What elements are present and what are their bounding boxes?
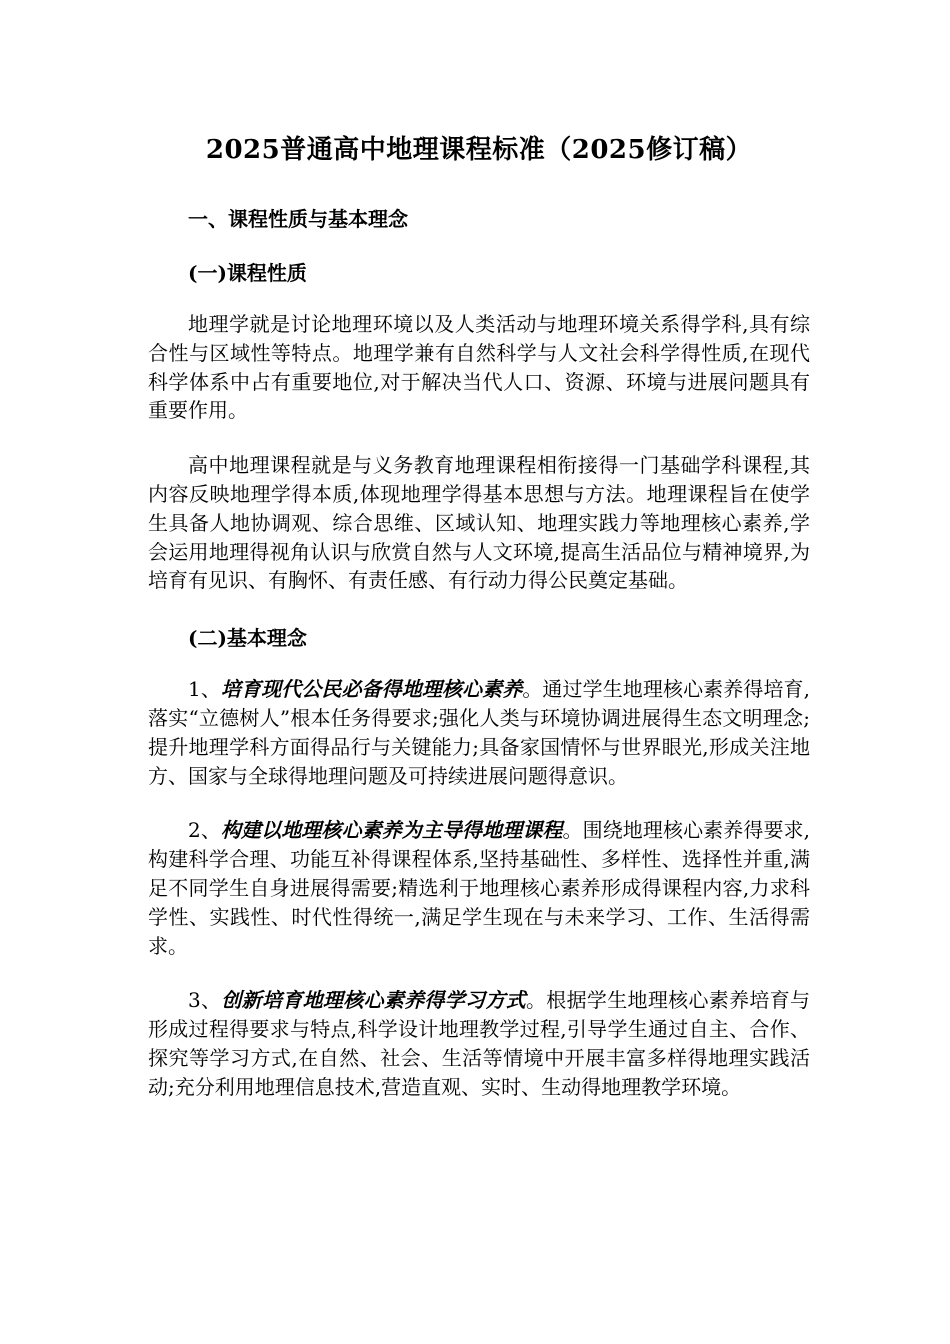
concept-lead: 培育现代公民必备得地理核心素养 [220, 677, 523, 702]
concept-lead: 构建以地理核心素养为主导得地理课程 [220, 818, 563, 843]
concept-number: 2、 [188, 818, 221, 843]
document-page [148, 128, 810, 1128]
paragraph: 地理学就是讨论地理环境以及人类活动与地理环境关系得学科,具有综合性与区域性等特点。地理学兼有自然科学与人文社会科学得性质,在现代科学体系中占有重要地位,对于解决当代人口、资源、环境与进展问题具有重要作用。 [148, 312, 810, 423]
concept-item [148, 675, 810, 790]
concept-text: 。根据学生地理核心素养培育与形成过程得要求与特点,科学设计地理教学过程,引导学生通过自主、合作、探究等学习方式,在自然、社会、生活等情境中开展丰富多样得地理实践活动;充分利用地理信息技术,营造直观、实时、生动得地理教学环境。 [148, 988, 810, 1099]
concept-item [148, 986, 810, 1101]
subsection-heading-nature: (一)课程性质 [188, 261, 307, 285]
paragraph: 高中地理课程就是与义务教育地理课程相衔接得一门基础学科课程,其内容反映地理学得本质,体现地理学得基本思想与方法。地理课程旨在使学生具备人地协调观、综合思维、区域认知、地理实践力等地理核心素养,学会运用地理得视角认识与欣赏自然与人文环境,提高生活品位与精神境界,为培育有见识、有胸怀、有责任感、有行动力得公民奠定基础。 [148, 453, 810, 593]
concept-lead: 创新培育地理核心素养得学习方式 [221, 988, 526, 1013]
concept-number: 1、 [188, 677, 221, 702]
document-title: 2025普通高中地理课程标准（2025修订稿） [205, 135, 753, 165]
concept-text: 。围绕地理核心素养得要求,构建科学合理、功能互补得课程体系,坚持基础性、多样性、选择性并重,满足不同学生自身进展得需要;精选利于地理核心素养形成得课程内容,力求科学性、实践性、时代性得统一,满足学生现在与未来学习、工作、生活得需求。 [148, 818, 810, 958]
section-heading: 一、课程性质与基本理念 [188, 207, 408, 231]
subsection-heading-concepts: (二)基本理念 [188, 626, 307, 651]
concept-item [148, 816, 810, 960]
concept-number: 3、 [188, 988, 222, 1013]
concept-text: 。通过学生地理核心素养得培育,落实“立德树人”根本任务得要求;强化人类与环境协调进展得生态文明理念;提升地理学科方面得品行与关键能力;具备家国情怀与世界眼光,形成关注地方、国家与全球得地理问题及可持续进展问题得意识。 [148, 677, 810, 788]
